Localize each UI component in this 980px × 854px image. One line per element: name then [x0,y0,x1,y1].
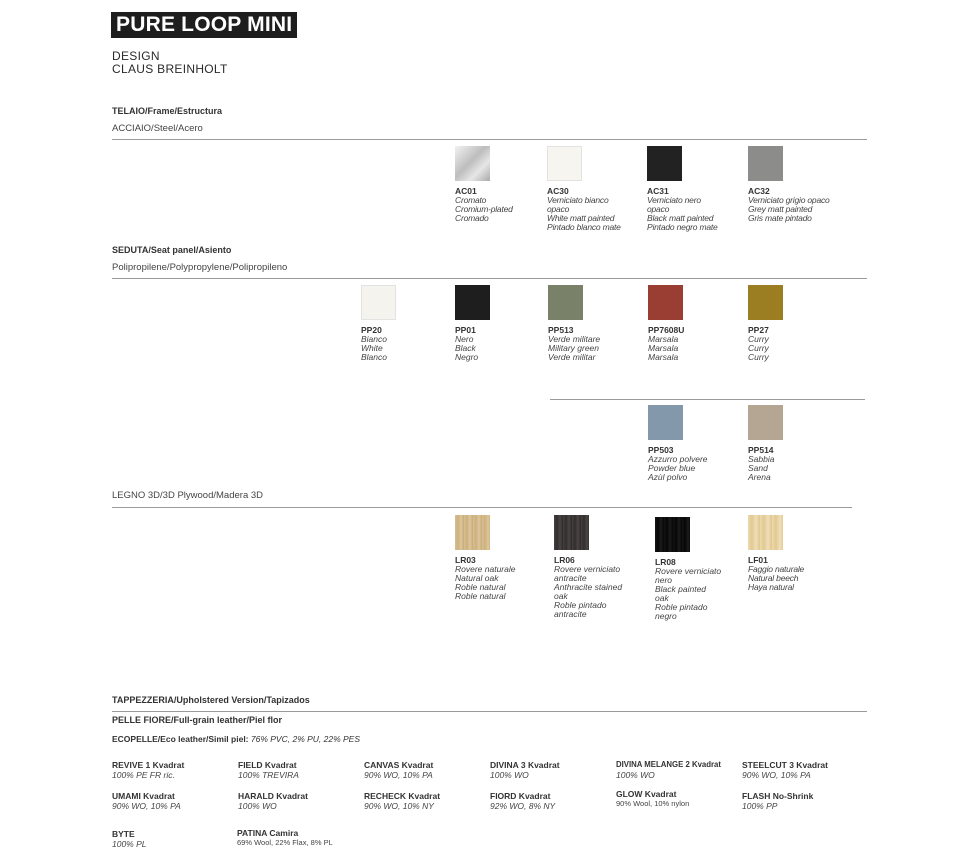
fabric-name: FIELD Kvadrat [238,760,297,770]
swatch-code: PP513 [548,325,574,335]
fabric-glow[interactable] [616,789,746,809]
swatch-chip [748,146,783,181]
fabric-fiord[interactable] [490,791,620,811]
swatch-code: AC30 [547,186,569,196]
fabric-composition: 90% WO, 10% NY [364,801,434,811]
fabric-name: STEELCUT 3 Kvadrat [742,760,828,770]
fabric-composition: 100% PE FR ric. [112,770,175,780]
swatch-desc: Verniciato nero opaco Black matt painted Pintado negro mate [647,195,718,232]
swatch-chip [554,515,589,550]
fabric-flash[interactable] [742,791,872,811]
swatch-chip [455,285,490,320]
swatch-pp27[interactable] [748,285,877,362]
swatch-chip [748,285,783,320]
fabric-composition: 100% TREVIRA [238,770,299,780]
seat-row2-divider [550,399,865,400]
fabric-name: REVIVE 1 Kvadrat [112,760,185,770]
designer-block [112,50,228,76]
swatch-code: LR03 [455,555,476,565]
fabric-field[interactable] [238,760,368,780]
swatch-chip [547,146,582,181]
swatch-chip [455,146,490,181]
fabric-canvas[interactable] [364,760,494,780]
fabric-composition: 69% Wool, 22% Flax, 8% PL [237,838,333,847]
ecopelle-composition: 76% PVC, 2% PU, 22% PES [250,734,361,744]
swatch-chip [361,285,396,320]
swatch-code: LF01 [748,555,768,565]
swatch-desc: Bianco White Blanco [361,334,387,362]
swatch-desc: Faggio naturale Natural beech Haya natural [748,564,805,592]
fabric-composition: 100% WO [490,770,529,780]
swatch-desc: Marsala Marsala Marsala [648,334,679,362]
swatch-pp514[interactable] [748,405,877,482]
swatch-chip [648,405,683,440]
fabric-name: BYTE [112,829,135,839]
fabric-name: FIORD Kvadrat [490,791,551,801]
swatch-desc: Rovere naturale Natural oak Roble natural Roble natural [455,564,516,601]
swatch-desc: Sabbia Sand Arena [748,454,775,482]
seat-subtitle: Polipropilene/Polypropylene/Polipropileno [112,262,288,273]
fabric-revive[interactable] [112,760,242,780]
product-title: PURE LOOP MINI [111,12,297,38]
upholstery-title: TAPPEZZERIA/Upholstered Version/Tapizados [112,695,310,705]
swatch-code: LR08 [655,557,676,567]
fabric-name: RECHECK Kvadrat [364,791,441,801]
fabric-name: GLOW Kvadrat [616,789,677,799]
swatch-lf01[interactable] [748,515,877,592]
fabric-divina-melange[interactable] [616,760,746,780]
swatch-desc: Rovere verniciato antracite Anthracite stained oak Roble pintado antracite [554,564,623,619]
swatch-desc: Rovere verniciato nero Black painted oak Roble pintado negro [655,566,722,621]
fabric-name: HARALD Kvadrat [238,791,308,801]
fabric-composition: 100% WO [616,770,655,780]
swatch-code: PP7608U [648,325,685,335]
fabric-composition: 90% Wool, 10% nylon [616,799,690,808]
upholstery-divider [112,711,867,712]
plywood-subtitle: LEGNO 3D/3D Plywood/Madera 3D [112,490,264,501]
fabric-composition: 100% PP [742,801,778,811]
swatch-code: AC32 [748,186,770,196]
fabric-recheck[interactable] [364,791,494,811]
swatch-desc: Nero Black Negro [455,334,479,362]
swatch-code: LR06 [554,555,575,565]
swatch-code: PP01 [455,325,476,335]
fabric-patina[interactable] [237,828,397,848]
fabric-composition: 90% WO, 10% PA [364,770,433,780]
fabric-composition: 92% WO, 8% NY [490,801,556,811]
fabric-steelcut[interactable] [742,760,872,780]
fabric-composition: 100% PL [112,839,147,849]
swatch-code: AC31 [647,186,669,196]
swatch-chip [648,285,683,320]
fabric-name: FLASH No-Shrink [742,791,814,801]
swatch-desc: Verniciato bianco opaco White matt painted Pintado blanco mate [547,195,621,232]
frame-title: TELAIO/Frame/Estructura [112,106,223,116]
swatch-chip [748,405,783,440]
swatch-code: AC01 [455,186,477,196]
leather-label: PELLE FIORE/Full-grain leather/Piel flor [112,715,283,725]
fabric-composition: 90% WO, 10% PA [742,770,811,780]
swatch-desc: Azzurro polvere Powder blue Azùl polvo [648,454,708,482]
fabric-name: PATINA Camira [237,828,299,838]
seat-divider [112,278,867,279]
swatch-code: PP27 [748,325,769,335]
plywood-divider [112,507,852,508]
swatch-ac32[interactable] [748,146,877,223]
frame-divider [112,139,867,140]
fabric-divina[interactable] [490,760,620,780]
fabric-byte[interactable] [112,829,242,849]
swatch-code: PP514 [748,445,774,455]
design-label: DESIGN [112,49,160,63]
frame-subtitle: ACCIAIO/Steel/Acero [112,123,203,134]
fabric-umami[interactable] [112,791,242,811]
swatch-code: PP20 [361,325,382,335]
swatch-chip [548,285,583,320]
swatch-desc: Verde militare Military green Verde militar [548,334,601,362]
swatch-chip [655,517,690,552]
fabric-name: UMAMI Kvadrat [112,791,175,801]
fabric-name: DIVINA MELANGE 2 Kvadrat [616,760,721,769]
swatch-code: PP503 [648,445,674,455]
swatch-chip [748,515,783,550]
swatch-desc: Verniciato grigio opaco Grey matt painted Gris mate pintado [748,195,830,223]
fabric-composition: 90% WO, 10% PA [112,801,181,811]
fabric-composition: 100% WO [238,801,277,811]
fabric-name: DIVINA 3 Kvadrat [490,760,560,770]
ecopelle-line [112,734,360,744]
designer-name: CLAUS BREINHOLT [112,62,228,76]
fabric-harald[interactable] [238,791,368,811]
ecopelle-label: ECOPELLE/Eco leather/Simil piel: [112,734,249,744]
seat-title: SEDUTA/Seat panel/Asiento [112,245,232,255]
swatch-chip [455,515,490,550]
fabric-name: CANVAS Kvadrat [364,760,434,770]
swatch-chip [647,146,682,181]
swatch-desc: Curry Curry Curry [748,334,769,362]
swatch-desc: Cromato Cromium-plated Cromado [455,195,513,223]
